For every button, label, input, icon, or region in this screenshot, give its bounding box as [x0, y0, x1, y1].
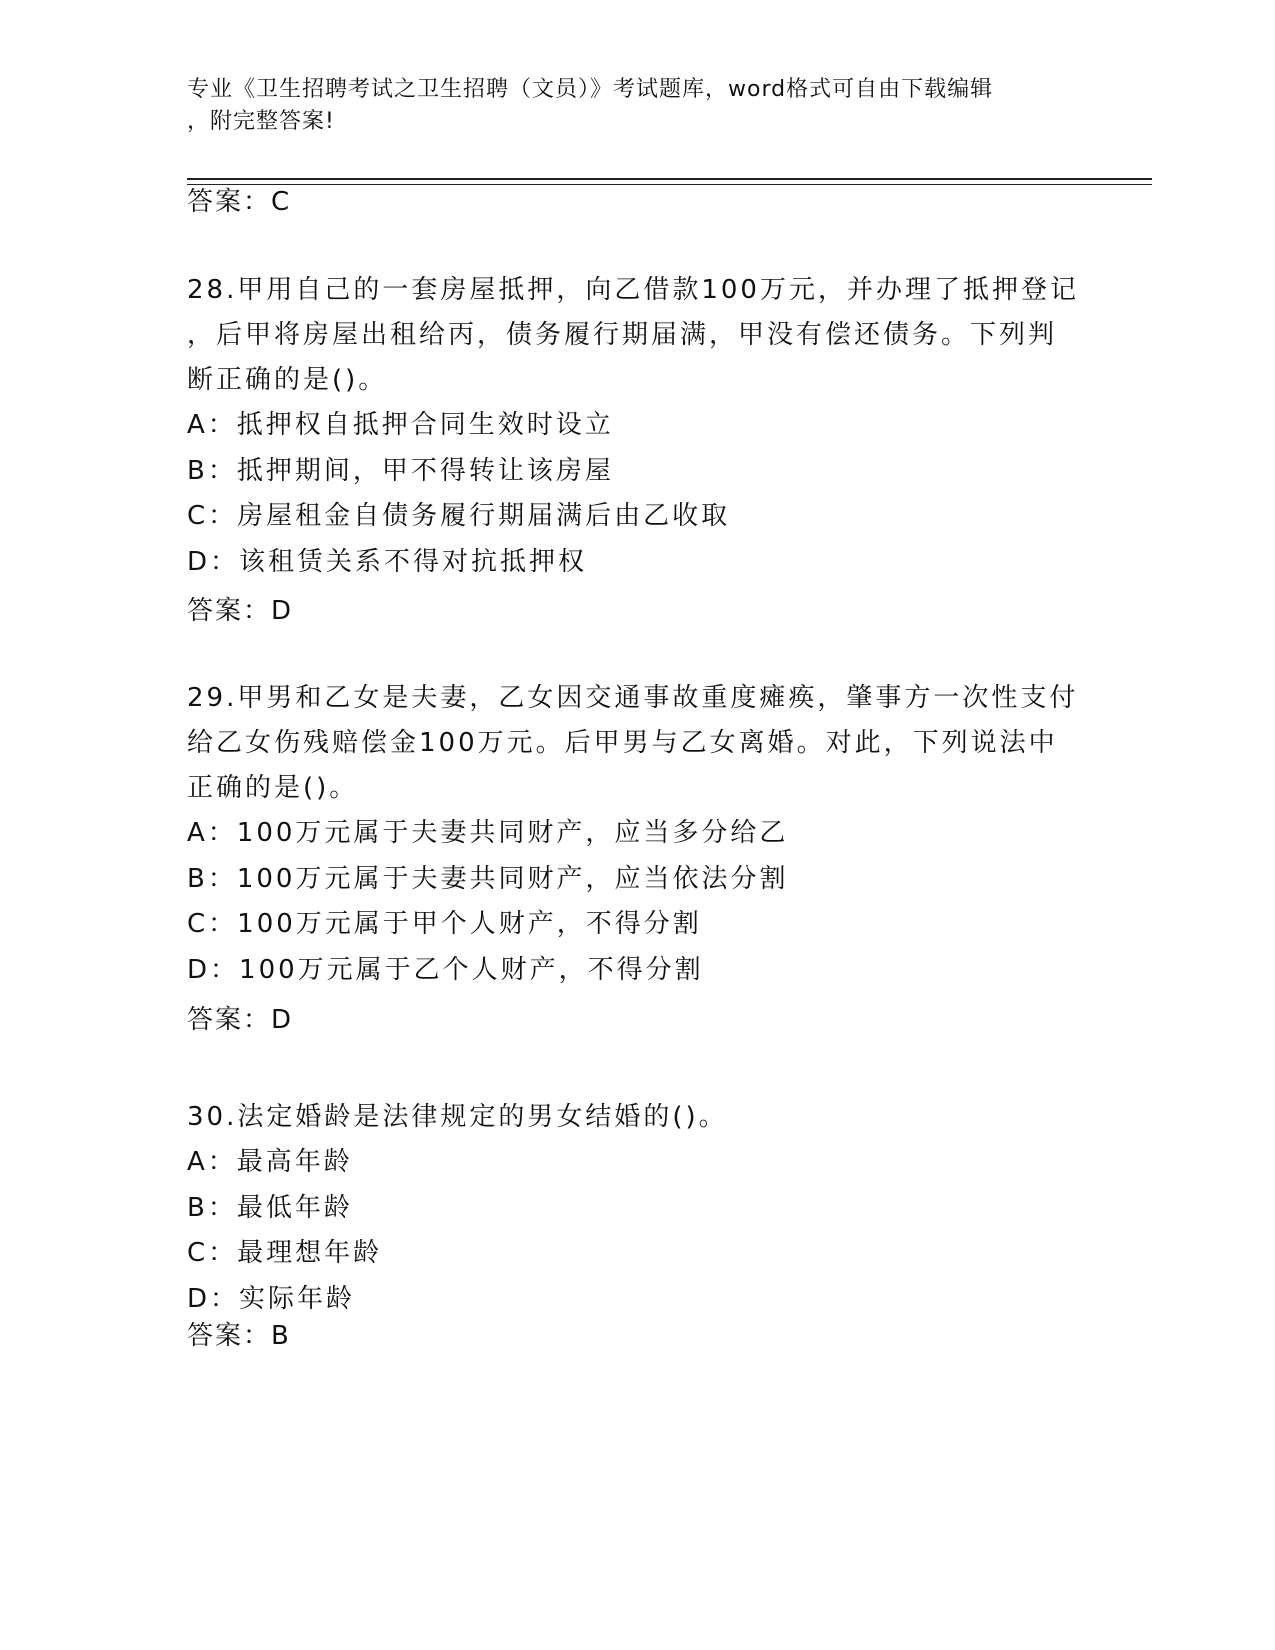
option-d: D：实际年龄	[187, 1283, 356, 1314]
option-b: B：100万元属于夫妻共同财产，应当依法分割	[187, 863, 789, 894]
question-29	[187, 676, 1087, 993]
question-text-line: 正确的是()。	[187, 773, 359, 803]
question-30	[187, 1095, 1087, 1322]
option-b: B：抵押期间，甲不得转让该房屋	[187, 455, 614, 486]
answer-29: 答案：D	[187, 1005, 294, 1035]
header-title-line: 专业《卫生招聘考试之卫生招聘（文员）》考试题库，word格式可自由下载编辑	[187, 77, 994, 102]
option-a: A：100万元属于夫妻共同财产，应当多分给乙	[187, 818, 789, 848]
option-a: A：抵押权自抵押合同生效时设立	[187, 410, 614, 440]
question-text-line: 给乙女伤残赔偿金100万元。后甲男与乙女离婚。对此，下列说法中	[187, 728, 1058, 758]
answer-previous: 答案：C	[187, 187, 292, 217]
option-c: C：房屋租金自债务履行期届满后由乙收取	[187, 501, 731, 531]
question-text-line: ，后甲将房屋出租给丙，债务履行期届满，甲没有偿还债务。下列判	[187, 320, 1058, 350]
option-d: D：100万元属于乙个人财产，不得分割	[187, 954, 704, 985]
option-d: D：该租赁关系不得对抗抵押权	[187, 546, 588, 577]
option-c: C：100万元属于甲个人财产，不得分割	[187, 909, 702, 939]
question-text-line: 断正确的是()。	[187, 365, 388, 395]
header-title-line-continued: ，附完整答案!	[187, 109, 335, 134]
question-28	[187, 268, 1087, 585]
answer-30: 答案：B	[187, 1321, 291, 1351]
option-c: C：最理想年龄	[187, 1238, 383, 1268]
header-divider-bottom	[187, 184, 1152, 185]
question-text-line: 28.甲用自己的一套房屋抵押，向乙借款100万元，并办理了抵押登记	[187, 275, 1079, 305]
header-divider-top	[187, 178, 1152, 180]
option-a: A：最高年龄	[187, 1147, 353, 1177]
question-text-line: 29.甲男和乙女是夫妻，乙女因交通事故重度瘫痪，肇事方一次性支付	[187, 683, 1079, 713]
document-header	[187, 74, 1087, 138]
option-b: B：最低年龄	[187, 1192, 353, 1223]
answer-28: 答案：D	[187, 596, 294, 626]
question-text-line: 30.法定婚龄是法律规定的男女结婚的()。	[187, 1102, 728, 1132]
